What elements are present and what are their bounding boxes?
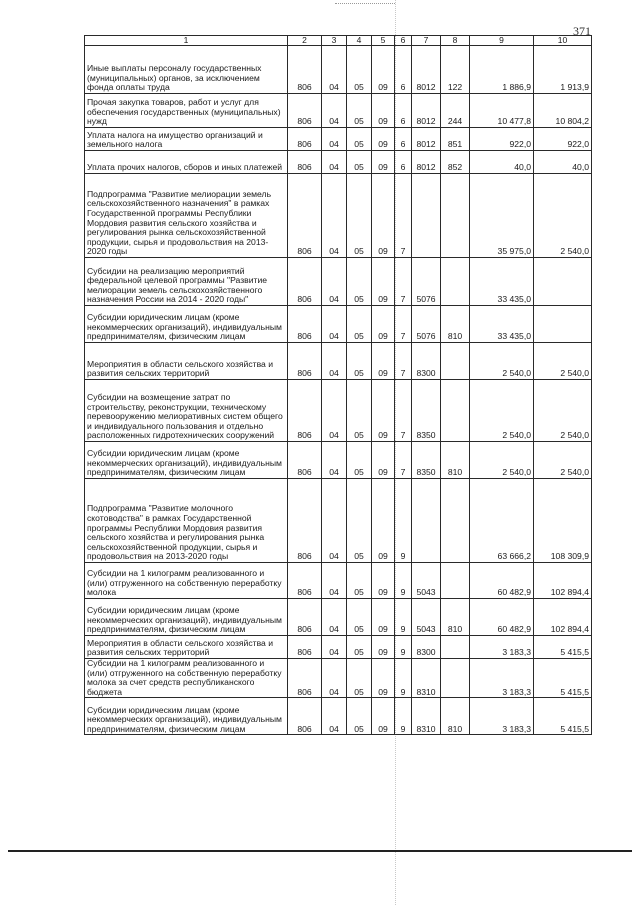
row-value-cell: 8300 bbox=[412, 636, 441, 659]
row-value-cell: 04 bbox=[322, 343, 347, 380]
row-value-cell bbox=[441, 174, 470, 258]
row-value-cell: 806 bbox=[288, 46, 322, 94]
row-value-cell: 04 bbox=[322, 479, 347, 563]
scan-artifact bbox=[335, 3, 395, 7]
row-value-cell: 05 bbox=[347, 442, 372, 479]
budget-table bbox=[84, 35, 592, 735]
row-value-cell: 09 bbox=[372, 479, 395, 563]
row-value-cell: 806 bbox=[288, 636, 322, 659]
row-value-cell: 852 bbox=[441, 151, 470, 174]
row-name-cell: Подпрограмма "Развитие молочного скотоводства" в рамках Государственной программы Республики Мордовия развития сельского хозяйства и регулирования рынка сельскохозяйственной продукции, сырья и продовольствия на 2013-2020 годы bbox=[85, 479, 288, 563]
header-cell: 6 bbox=[395, 36, 412, 46]
row-value-cell: 851 bbox=[441, 128, 470, 151]
row-value-cell: 806 bbox=[288, 479, 322, 563]
row-value-cell: 09 bbox=[372, 258, 395, 306]
row-value-cell: 09 bbox=[372, 563, 395, 599]
row-value-cell bbox=[441, 258, 470, 306]
row-name-cell: Уплата прочих налогов, сборов и иных платежей bbox=[85, 151, 288, 174]
row-value-cell: 35 975,0 bbox=[470, 174, 534, 258]
row-value-cell: 05 bbox=[347, 306, 372, 343]
table-row bbox=[85, 698, 592, 735]
row-name-cell: Мероприятия в области сельского хозяйства и развития сельских территорий bbox=[85, 636, 288, 659]
row-name-cell: Субсидии юридическим лицам (кроме некоммерческих организаций), индивидуальным предпринимателям, физическим лицам bbox=[85, 306, 288, 343]
row-value-cell: 04 bbox=[322, 599, 347, 636]
row-value-cell: 05 bbox=[347, 599, 372, 636]
row-value-cell: 09 bbox=[372, 151, 395, 174]
row-value-cell: 810 bbox=[441, 698, 470, 735]
row-value-cell: 806 bbox=[288, 128, 322, 151]
page-number: 371 bbox=[573, 24, 591, 38]
row-value-cell bbox=[534, 306, 592, 343]
row-value-cell: 122 bbox=[441, 46, 470, 94]
row-value-cell: 806 bbox=[288, 442, 322, 479]
row-value-cell: 09 bbox=[372, 636, 395, 659]
row-value-cell: 6 bbox=[395, 128, 412, 151]
row-value-cell: 09 bbox=[372, 659, 395, 698]
row-value-cell: 8012 bbox=[412, 128, 441, 151]
row-value-cell: 7 bbox=[395, 343, 412, 380]
table-row bbox=[85, 151, 592, 174]
row-value-cell: 09 bbox=[372, 128, 395, 151]
row-value-cell: 8012 bbox=[412, 46, 441, 94]
table-row bbox=[85, 46, 592, 94]
header-row bbox=[85, 36, 592, 46]
table-row bbox=[85, 94, 592, 128]
row-value-cell: 7 bbox=[395, 380, 412, 442]
row-value-cell: 8350 bbox=[412, 380, 441, 442]
row-value-cell: 9 bbox=[395, 698, 412, 735]
row-value-cell: 9 bbox=[395, 636, 412, 659]
row-value-cell: 8350 bbox=[412, 442, 441, 479]
row-value-cell: 63 666,2 bbox=[470, 479, 534, 563]
row-name-cell: Уплата налога на имущество организаций и земельного налога bbox=[85, 128, 288, 151]
row-value-cell: 09 bbox=[372, 343, 395, 380]
row-value-cell: 05 bbox=[347, 128, 372, 151]
row-value-cell: 05 bbox=[347, 563, 372, 599]
row-value-cell: 806 bbox=[288, 380, 322, 442]
header-cell: 1 bbox=[85, 36, 288, 46]
header-cell: 8 bbox=[441, 36, 470, 46]
table-row bbox=[85, 258, 592, 306]
row-value-cell: 6 bbox=[395, 46, 412, 94]
row-value-cell: 09 bbox=[372, 174, 395, 258]
row-value-cell: 04 bbox=[322, 151, 347, 174]
row-value-cell: 806 bbox=[288, 174, 322, 258]
row-value-cell: 05 bbox=[347, 380, 372, 442]
table-row bbox=[85, 174, 592, 258]
row-name-cell: Субсидии юридическим лицам (кроме некоммерческих организаций), индивидуальным предпринимателям, физическим лицам bbox=[85, 698, 288, 735]
row-value-cell: 3 183,3 bbox=[470, 659, 534, 698]
row-value-cell: 7 bbox=[395, 306, 412, 343]
row-value-cell: 09 bbox=[372, 599, 395, 636]
table-row bbox=[85, 306, 592, 343]
row-value-cell: 2 540,0 bbox=[534, 174, 592, 258]
row-value-cell: 8310 bbox=[412, 698, 441, 735]
row-value-cell bbox=[534, 258, 592, 306]
table-row bbox=[85, 380, 592, 442]
row-name-cell: Субсидии юридическим лицам (кроме некоммерческих организаций), индивидуальным предпринимателям, физическим лицам bbox=[85, 599, 288, 636]
row-value-cell: 04 bbox=[322, 380, 347, 442]
row-value-cell: 806 bbox=[288, 698, 322, 735]
row-value-cell: 09 bbox=[372, 306, 395, 343]
row-value-cell: 9 bbox=[395, 479, 412, 563]
row-name-cell: Мероприятия в области сельского хозяйства и развития сельских территорий bbox=[85, 343, 288, 380]
row-value-cell: 04 bbox=[322, 94, 347, 128]
header-cell: 10 bbox=[534, 36, 592, 46]
page-bottom-rule bbox=[8, 850, 632, 852]
row-value-cell: 05 bbox=[347, 94, 372, 128]
row-value-cell: 9 bbox=[395, 563, 412, 599]
row-value-cell: 09 bbox=[372, 46, 395, 94]
row-value-cell: 8300 bbox=[412, 343, 441, 380]
row-value-cell: 09 bbox=[372, 94, 395, 128]
row-name-cell: Субсидии на реализацию мероприятий федеральной целевой программы "Развитие мелиорации земель сельскохозяйственного назначения России на 2014 - 2020 годы" bbox=[85, 258, 288, 306]
row-value-cell: 5 415,5 bbox=[534, 636, 592, 659]
row-value-cell: 60 482,9 bbox=[470, 563, 534, 599]
table-row bbox=[85, 599, 592, 636]
row-value-cell bbox=[412, 174, 441, 258]
row-value-cell: 05 bbox=[347, 151, 372, 174]
row-value-cell: 3 183,3 bbox=[470, 698, 534, 735]
row-value-cell bbox=[441, 563, 470, 599]
row-value-cell: 05 bbox=[347, 46, 372, 94]
row-value-cell: 04 bbox=[322, 46, 347, 94]
row-value-cell: 108 309,9 bbox=[534, 479, 592, 563]
row-value-cell: 810 bbox=[441, 599, 470, 636]
table-row bbox=[85, 636, 592, 659]
row-value-cell: 04 bbox=[322, 306, 347, 343]
table-row bbox=[85, 659, 592, 698]
header-cell: 5 bbox=[372, 36, 395, 46]
header-cell: 7 bbox=[412, 36, 441, 46]
row-value-cell: 3 183,3 bbox=[470, 636, 534, 659]
row-value-cell bbox=[441, 659, 470, 698]
row-value-cell bbox=[441, 343, 470, 380]
table-row bbox=[85, 479, 592, 563]
row-value-cell: 6 bbox=[395, 94, 412, 128]
row-value-cell: 04 bbox=[322, 128, 347, 151]
row-value-cell: 10 477,8 bbox=[470, 94, 534, 128]
row-value-cell: 09 bbox=[372, 442, 395, 479]
row-value-cell: 1 913,9 bbox=[534, 46, 592, 94]
row-value-cell: 2 540,0 bbox=[534, 380, 592, 442]
row-value-cell: 05 bbox=[347, 636, 372, 659]
row-value-cell: 40,0 bbox=[534, 151, 592, 174]
row-value-cell: 806 bbox=[288, 659, 322, 698]
row-value-cell: 5 415,5 bbox=[534, 698, 592, 735]
row-value-cell: 1 886,9 bbox=[470, 46, 534, 94]
table-row bbox=[85, 442, 592, 479]
row-value-cell: 6 bbox=[395, 151, 412, 174]
row-value-cell: 806 bbox=[288, 151, 322, 174]
row-value-cell: 806 bbox=[288, 306, 322, 343]
table-row bbox=[85, 563, 592, 599]
row-name-cell: Субсидии на 1 килограмм реализованного и (или) отгруженного на собственную переработку молока за счет средств республиканского бюджета bbox=[85, 659, 288, 698]
header-cell: 4 bbox=[347, 36, 372, 46]
row-value-cell: 810 bbox=[441, 306, 470, 343]
table-row bbox=[85, 128, 592, 151]
row-value-cell: 04 bbox=[322, 636, 347, 659]
row-value-cell: 806 bbox=[288, 563, 322, 599]
row-name-cell: Иные выплаты персоналу государственных (муниципальных) органов, за исключением фонда оплаты труда bbox=[85, 46, 288, 94]
row-value-cell: 05 bbox=[347, 258, 372, 306]
header-cell: 9 bbox=[470, 36, 534, 46]
row-value-cell bbox=[441, 479, 470, 563]
row-value-cell: 810 bbox=[441, 442, 470, 479]
row-value-cell: 60 482,9 bbox=[470, 599, 534, 636]
header-cell: 3 bbox=[322, 36, 347, 46]
row-value-cell: 04 bbox=[322, 659, 347, 698]
row-value-cell: 2 540,0 bbox=[534, 442, 592, 479]
row-value-cell: 05 bbox=[347, 698, 372, 735]
row-value-cell: 2 540,0 bbox=[470, 380, 534, 442]
row-value-cell: 05 bbox=[347, 343, 372, 380]
row-value-cell: 5076 bbox=[412, 306, 441, 343]
row-value-cell: 8012 bbox=[412, 151, 441, 174]
row-name-cell: Субсидии на возмещение затрат по строительству, реконструкции, техническому перевооружению мелиоративных систем общего и индивидуального пользования и отдельно расположенных гидротехнических сооружений bbox=[85, 380, 288, 442]
row-value-cell: 7 bbox=[395, 442, 412, 479]
row-value-cell: 2 540,0 bbox=[534, 343, 592, 380]
row-value-cell: 9 bbox=[395, 599, 412, 636]
row-value-cell: 5043 bbox=[412, 563, 441, 599]
row-value-cell bbox=[412, 479, 441, 563]
row-value-cell: 5076 bbox=[412, 258, 441, 306]
row-value-cell: 04 bbox=[322, 442, 347, 479]
row-value-cell: 922,0 bbox=[534, 128, 592, 151]
row-value-cell: 04 bbox=[322, 258, 347, 306]
row-value-cell: 04 bbox=[322, 563, 347, 599]
row-value-cell: 04 bbox=[322, 174, 347, 258]
row-value-cell: 8012 bbox=[412, 94, 441, 128]
row-value-cell: 8310 bbox=[412, 659, 441, 698]
row-value-cell: 5 415,5 bbox=[534, 659, 592, 698]
row-name-cell: Субсидии на 1 килограмм реализованного и (или) отгруженного на собственную переработку молока bbox=[85, 563, 288, 599]
row-value-cell: 102 894,4 bbox=[534, 599, 592, 636]
row-value-cell: 05 bbox=[347, 479, 372, 563]
row-value-cell: 33 435,0 bbox=[470, 258, 534, 306]
row-value-cell: 10 804,2 bbox=[534, 94, 592, 128]
row-value-cell: 5043 bbox=[412, 599, 441, 636]
row-value-cell: 40,0 bbox=[470, 151, 534, 174]
row-value-cell: 806 bbox=[288, 258, 322, 306]
row-value-cell: 922,0 bbox=[470, 128, 534, 151]
row-value-cell: 7 bbox=[395, 258, 412, 306]
row-value-cell: 33 435,0 bbox=[470, 306, 534, 343]
row-value-cell: 806 bbox=[288, 94, 322, 128]
row-value-cell: 244 bbox=[441, 94, 470, 128]
row-value-cell: 05 bbox=[347, 659, 372, 698]
row-name-cell: Подпрограмма "Развитие мелиорации земель сельскохозяйственного назначения" в рамках Государственной программы Республики Мордовия развития сельского хозяйства и регулирования рынка сельскохозяйственной продукции, сырья и продовольствия на 2013-2020 годы bbox=[85, 174, 288, 258]
row-value-cell: 04 bbox=[322, 698, 347, 735]
row-value-cell: 806 bbox=[288, 599, 322, 636]
row-value-cell: 09 bbox=[372, 380, 395, 442]
row-value-cell: 05 bbox=[347, 174, 372, 258]
row-value-cell: 806 bbox=[288, 343, 322, 380]
row-value-cell: 9 bbox=[395, 659, 412, 698]
row-value-cell: 102 894,4 bbox=[534, 563, 592, 599]
row-value-cell bbox=[441, 636, 470, 659]
row-value-cell bbox=[441, 380, 470, 442]
table-row bbox=[85, 343, 592, 380]
row-value-cell: 09 bbox=[372, 698, 395, 735]
row-value-cell: 2 540,0 bbox=[470, 442, 534, 479]
row-name-cell: Субсидии юридическим лицам (кроме некоммерческих организаций), индивидуальным предпринимателям, физическим лицам bbox=[85, 442, 288, 479]
row-value-cell: 2 540,0 bbox=[470, 343, 534, 380]
row-value-cell: 7 bbox=[395, 174, 412, 258]
header-cell: 2 bbox=[288, 36, 322, 46]
row-name-cell: Прочая закупка товаров, работ и услуг для обеспечения государственных (муниципальных) нужд bbox=[85, 94, 288, 128]
